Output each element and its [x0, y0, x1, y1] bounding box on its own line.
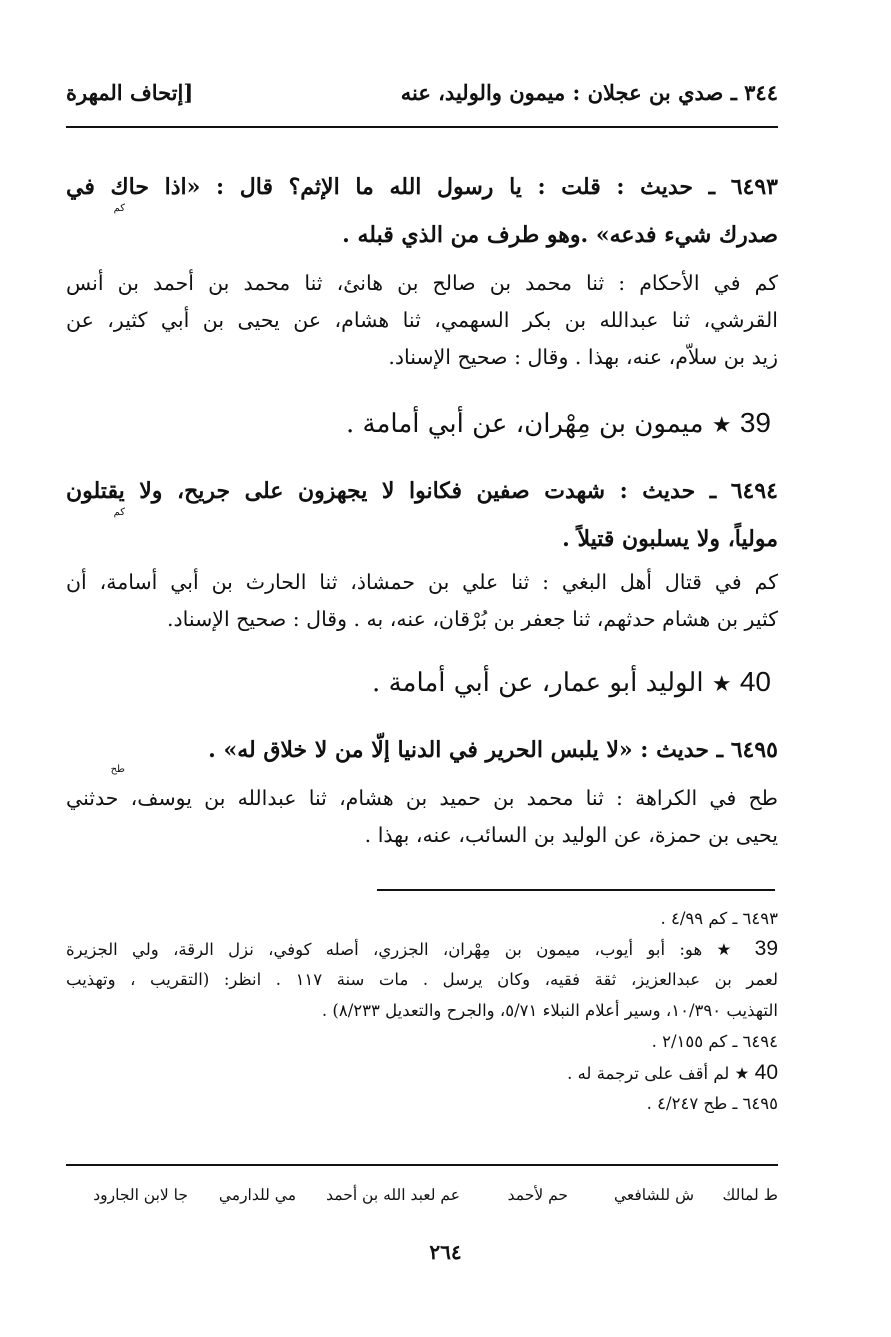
source-6493-line-1: كم في الأحكام : ثنا محمد بن صالح بن هانئ، ثنا محمد بن أحمد بن أنس	[66, 271, 778, 295]
legend-item: ط لمالك	[722, 1186, 778, 1204]
narrator-name: الوليد أبو عمار، عن أبي أمامة .	[372, 668, 704, 698]
siglum-6493: كم	[113, 203, 125, 214]
source-6495-line-1: طح في الكراهة : ثنا محمد بن حميد بن هشام، ثنا عبدالله بن يوسف، حدثني	[66, 786, 778, 810]
legend-rule	[66, 1164, 778, 1166]
running-head	[66, 76, 778, 112]
abbreviation-legend	[66, 1186, 778, 1214]
footnote-40	[66, 1058, 778, 1089]
legend-item: ش للشافعي	[613, 1186, 694, 1204]
legend-item: حم لأحمد	[507, 1186, 568, 1204]
footnote-39-line-1	[66, 934, 778, 965]
narrator-name: ميمون بن مِهْران، عن أبي أمامة .	[346, 409, 704, 439]
legend-item: مي للدارمي	[218, 1186, 296, 1204]
narrator-heading-40	[71, 662, 771, 705]
hadith-6493-line-1: ٦٤٩٣ ـ حديث : قلت : يا رسول الله ما الإثم؟ قال : «اذا حاك في	[66, 174, 778, 200]
source-6493-line-3: زيد بن سلاّم، عنه، بهذا . وقال : صحيح الإسناد.	[388, 345, 778, 369]
footnote-39-line-2: لعمر بن عبدالعزيز، ثقة فقيه، وكان يرسل . مات سنة ١١٧ . انظر: (التقريب ، وتهذيب	[66, 970, 778, 989]
footnote-6494: ٦٤٩٤ ـ كم ٢/١٥٥ .	[651, 1032, 778, 1051]
legend-item: جا لابن الجارود	[93, 1186, 188, 1204]
footnote-6493: ٦٤٩٣ ـ كم ٤/٩٩ .	[660, 909, 778, 928]
star-icon: ★	[716, 940, 741, 959]
star-icon: ★	[734, 1064, 750, 1083]
footnote-number: 39	[754, 937, 779, 960]
star-icon: ★	[711, 413, 732, 438]
siglum-6495: طح	[110, 764, 125, 775]
source-6494-line-2: كثير بن هشام حدثهم، ثنا جعفر بن بُرْقان، عنه، به . وقال : صحيح الإسناد.	[167, 607, 778, 631]
legend-item: عم لعبد الله بن أحمد	[326, 1186, 460, 1204]
siglum-6494: كم	[113, 507, 125, 518]
hadith-6494-line-2: مولياً، ولا يسلبون قتيلاً .	[562, 526, 778, 552]
footnote-text: هو: أبو أيوب، ميمون بن مِهْران، الجزري، أصله كوفي، نزل الرقة، ولي الجزيرة	[66, 940, 703, 959]
narrator-number: 39	[739, 407, 771, 438]
header-rule	[66, 126, 778, 128]
running-head-book: [إتحاف المهرة	[66, 80, 194, 105]
hadith-6494-line-1: ٦٤٩٤ ـ حديث : شهدت صفين فكانوا لا يجهزون على جريح، ولا يقتلون	[66, 478, 778, 504]
star-icon: ★	[711, 672, 732, 697]
source-6494-line-1: كم في قتال أهل البغي : ثنا علي بن حمشاذ، ثنا الحارث بن أبي أسامة، أن	[66, 570, 778, 594]
source-6495-line-2: يحيى بن حمزة، عن الوليد بن السائب، عنه، بهذا .	[364, 823, 778, 847]
hadith-6495-line-1: ٦٤٩٥ ـ حديث : «لا يلبس الحرير في الدنيا إلّا من لا خلاق له» .	[208, 737, 778, 763]
footnote-6495: ٦٤٩٥ ـ طح ٤/٢٤٧ .	[646, 1094, 778, 1113]
source-6493-line-2: القرشي، ثنا عبدالله بن بكر السهمي، ثنا هشام، عن يحيى بن أبي كثير، عن	[66, 308, 778, 332]
page-number: ٢٦٤	[429, 1240, 462, 1264]
footnote-text: لم أقف على ترجمة له .	[567, 1064, 730, 1083]
footnote-39-line-3: التهذيب ١٠/٣٩٠، وسير أعلام النبلاء ٥/٧١، والجرح والتعديل ٨/٢٣٣) .	[321, 1001, 778, 1020]
narrator-number: 40	[739, 666, 771, 697]
footnote-number: 40	[754, 1061, 778, 1084]
narrator-heading-39	[71, 403, 771, 446]
footnote-rule	[377, 889, 775, 891]
running-head-title: ٣٤٤ ـ صدي بن عجلان : ميمون والوليد، عنه	[400, 80, 778, 105]
hadith-6493-line-2: صدرك شيء فدعه» .وهو طرف من الذي قبله .	[342, 222, 778, 248]
